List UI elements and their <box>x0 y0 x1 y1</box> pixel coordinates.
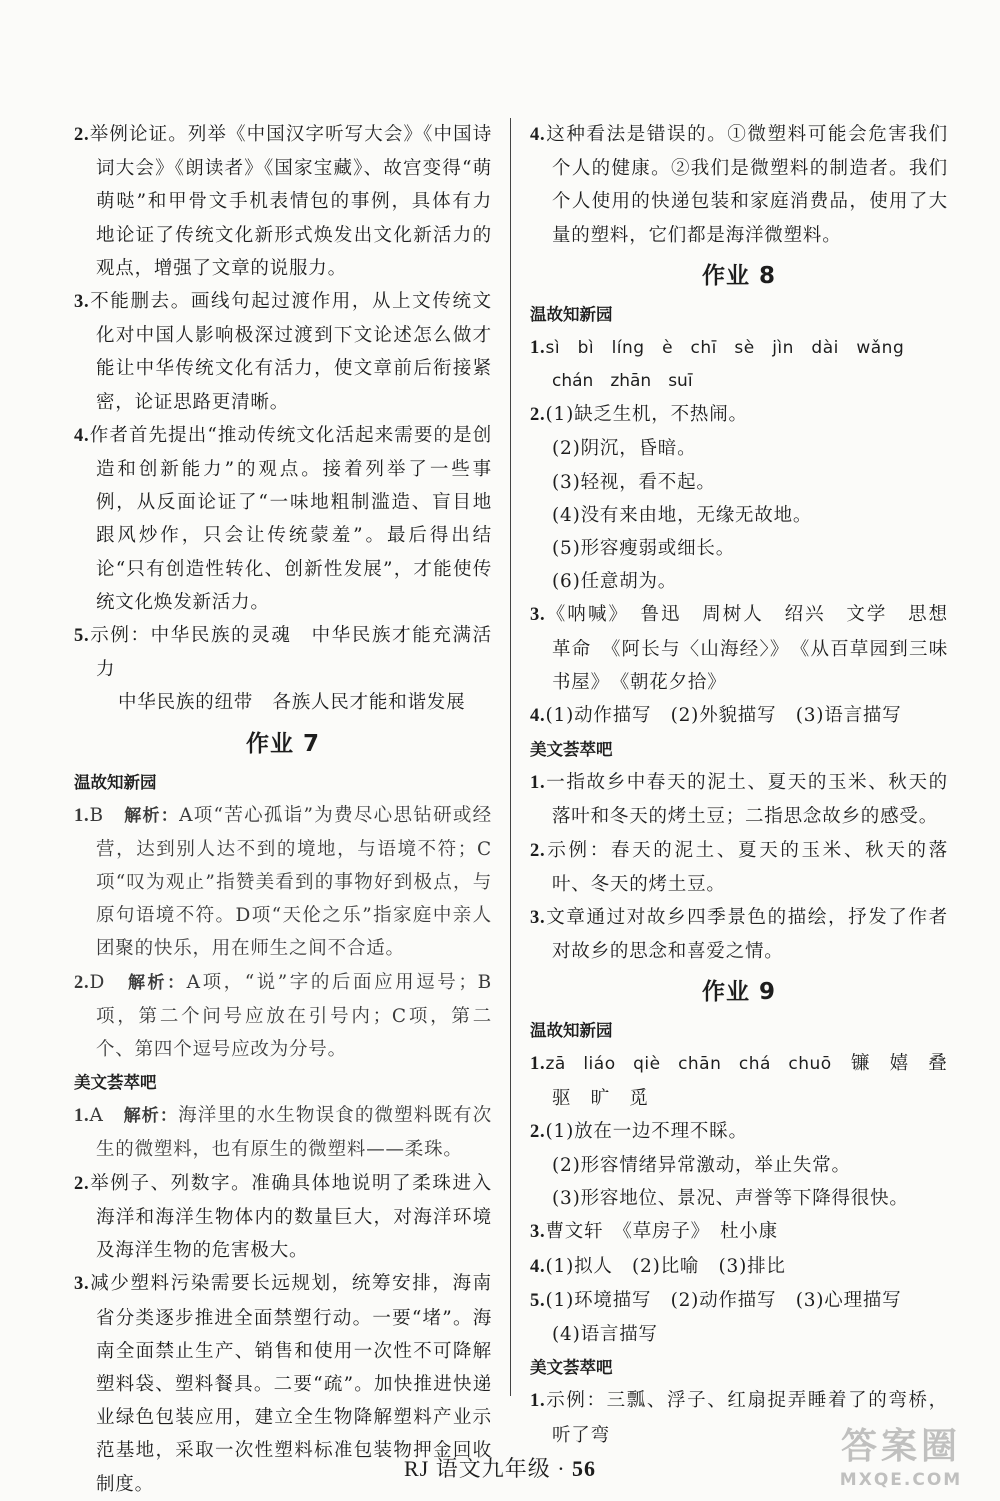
answer-item: 1.示例：三瓢、浮子、红扇捉弄睡着了的弯桥，听了弯 <box>530 1390 948 1446</box>
answer-continuation: 驱 旷 觅 <box>552 1087 649 1109</box>
answer-item: 4.(1)拟人 (2)比喻 (3)排比 <box>530 1255 786 1277</box>
answer-subitem: (3)形容地位、景况、声誉等下降得很快。 <box>552 1188 909 1210</box>
answer-subitem: (2)阴沉，昏暗。 <box>552 438 697 460</box>
answer-item: 3.《呐喊》 鲁迅 周树人 绍兴 文学 思想 革命 《阿长与〈山海经〉》 《从百草园到三味书屋》 《朝花夕拾》 <box>530 604 968 693</box>
answer-item-continuation: 中华民族的纽带 各族人民才能和谐发展 <box>118 692 466 714</box>
homework-7-title: 作业 7 <box>245 730 320 757</box>
section-title: 美文荟萃吧 <box>74 1073 157 1093</box>
answer-item: 5.(1)环境描写 (2)动作描写 (3)心理描写 <box>530 1289 902 1311</box>
answer-item: 3.曹文轩 《草房子》 杜小康 <box>530 1221 778 1243</box>
homework-8-title: 作业 8 <box>701 262 776 289</box>
answer-item: 3.文章通过对故乡四季景色的描绘，抒发了作者对故乡的思念和喜爱之情。 <box>530 907 948 963</box>
answer-item: 5.示例：中华民族的灵魂 中华民族才能充满活力 <box>74 625 492 681</box>
pinyin-continuation: chán zhān suī <box>552 371 693 392</box>
left-column <box>74 118 492 1501</box>
section-title: 温故知新园 <box>74 772 157 792</box>
answer-item: 4.(1)动作描写 (2)外貌描写 (3)语言描写 <box>530 705 902 727</box>
answer-item: 3.不能删去。画线句起过渡作用，从上文传统文化对中国人影响极深过渡到下文论述怎么做才能让中华传统文化有活力，使文章前后衔接紧密，论证思路更清晰。 <box>74 291 492 413</box>
answer-subitem: (2)形容情绪异常激动，举止失常。 <box>552 1155 851 1177</box>
section-title: 美文荟萃吧 <box>530 1358 613 1378</box>
answer-item: 1.B 解析：A项“苦心孤诣”为费尽心思钻研或经营，达到别人达不到的境地，与语境不符；C项“叹为观止”指赞美看到的事物好到极点，与原句语境不符。D项“天伦之乐”指家庭中亲人团聚的快乐，用在师生之间不合适。 <box>74 804 492 960</box>
watermark-url: MXQE.COM <box>839 1470 963 1490</box>
answer-item: 2.举例论证。列举《中国汉字听写大会》《中国诗词大会》《朗读者》《国家宝藏》、故宫变得“萌萌哒”和甲骨文手机表情包的事例，具体有力地论证了传统文化新形式焕发出文化新活力的观点，增强了文章的说服力。 <box>74 124 492 279</box>
answer-item: 1.sì bì líng è chī sè jìn dài wǎng <box>530 337 905 358</box>
answer-item: 2.举例子、列数字。准确具体地说明了柔珠进入海洋和海洋生物体内的数量巨大，对海洋环境及海洋生物的危害极大。 <box>74 1172 492 1262</box>
section-title: 美文荟萃吧 <box>530 740 613 760</box>
watermark-text: 答案圈 <box>840 1426 961 1467</box>
answer-item: 4.作者首先提出“推动传统文化活起来需要的是创造和创新能力”的观点。接着列举了一些事例，从反面论证了“一味地粗制滥造、盲目地跟风炒作，只会让传统蒙羞”。最后得出结论“只有创造性转化、创新性发展”，才能使传统文化焕发新活力。 <box>74 424 492 613</box>
page-number: 56 <box>572 1456 597 1481</box>
watermark-logo <box>816 1425 986 1497</box>
section-title: 温故知新园 <box>530 1021 613 1041</box>
answer-item: 4.这种看法是错误的。①微塑料可能会危害我们个人的健康。②我们是微塑料的制造者。我们个人使用的快递包装和家庭消费品，使用了大量的塑料，它们都是海洋微塑料。 <box>530 124 948 246</box>
answer-item: 2.D 解析：A项，“说”字的后面应用逗号；B项，第二个问号应放在引号内；C项，第二个、第四个逗号应改为分号。 <box>74 971 493 1061</box>
answer-item: 2.(1)缺乏生机，不热闹。 <box>530 404 748 426</box>
homework-9-title: 作业 9 <box>701 979 776 1006</box>
footer-label: RJ 语文九年级 · <box>403 1456 573 1481</box>
answer-subitem: (4)语言描写 <box>552 1324 658 1346</box>
answer-subitem: (6)任意胡为。 <box>552 571 678 593</box>
answer-item: 1.zā liáo qiè chān chá chuō 镰 嬉 叠 <box>530 1053 948 1075</box>
column-divider <box>510 118 511 1396</box>
answer-subitem: (4)没有来由地，无缘无故地。 <box>552 504 813 526</box>
answer-item: 2.(1)放在一边不理不睬。 <box>530 1120 748 1142</box>
right-column <box>530 118 968 1452</box>
answer-item: 1.一指故乡中春天的泥土、夏天的玉米、秋天的落叶和冬天的烤土豆；二指思念故乡的感受。 <box>530 772 948 828</box>
answer-item: 3.减少塑料污染需要长远规划，统筹安排，海南省分类逐步推进全面禁塑行动。一要“堵”。海南全面禁止生产、销售和使用一次性不可降解塑料袋、塑料餐具。二要“疏”。加快推进快递业绿色包装应用，建立全生物降解塑料产业示范基地，采取一次性塑料标准包装物押金回收制度。 <box>74 1273 492 1495</box>
answer-item: 2.示例：春天的泥土、夏天的玉米、秋天的落叶、冬天的烤土豆。 <box>530 839 948 895</box>
answer-subitem: (5)形容瘦弱或细长。 <box>552 538 736 560</box>
section-title: 温故知新园 <box>530 304 613 324</box>
answer-subitem: (3)轻视，看不起。 <box>552 471 716 493</box>
answer-item: 1.A 解析：海洋里的水生物误食的微塑料既有次生的微塑料，也有原生的微塑料——柔珠。 <box>74 1105 493 1161</box>
